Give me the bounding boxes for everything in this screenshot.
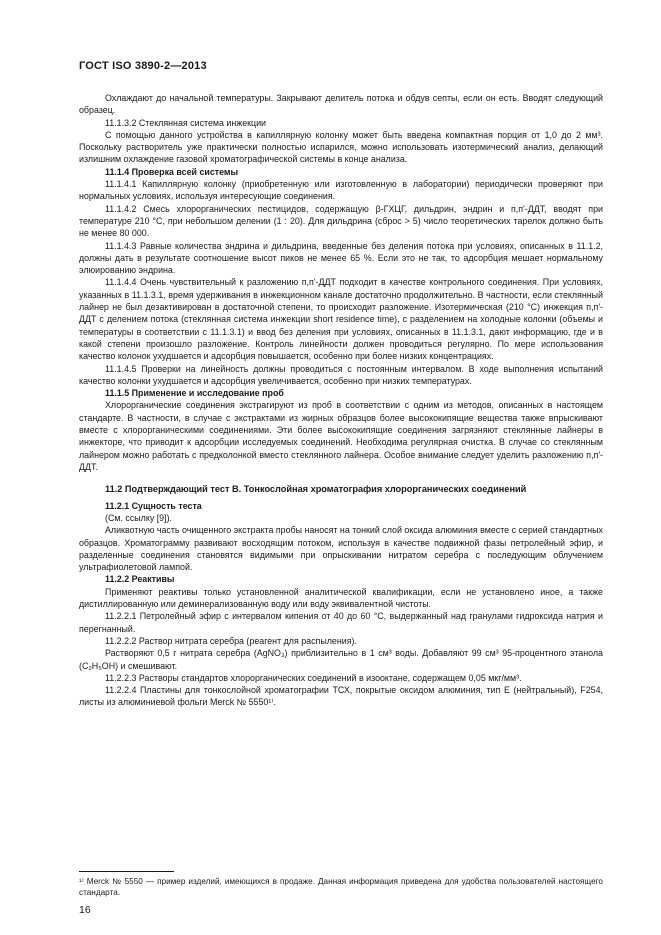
paragraph: 11.1.4.5 Проверки на линейность должны проводиться с постоянным интервалом. В ходе выполнения испытаний качество колонки ухудшается и адсорбция увеличивается, особенно при низких температурах. (79, 363, 603, 386)
document-header: ГОСТ ISO 3890-2—2013 (79, 60, 207, 72)
section-heading: 11.1.5 Применение и исследование проб (105, 388, 284, 399)
section-heading-major: 11.2 Подтверждающий тест В. Тонкослойная хроматография хлорорганических соединений (105, 484, 527, 495)
paragraph: 11.2.2.4 Пластины для тонкослойной хроматографии ТСХ, покрытые оксидом алюминия, тип Е (нейтральный), F254, листы из алюминиевой фольги Merck № 5550¹⁾. (79, 685, 603, 708)
paragraph: (См. ссылку [9]). (105, 513, 173, 523)
footnote-divider (79, 871, 174, 872)
paragraph: 11.1.4.1 Капиллярную колонку (приобретенную или изготовленную в лаборатории) периодически проверяют при нормальных условиях, используя интересующие соединения. (79, 179, 603, 202)
paragraph: Растворяют 0,5 г нитрата серебра (AgNO₃) приблизительно в 1 см³ воды. Добавляют 99 см³ 95-процентного этанола (C₂H₅OH) и смешивают. (79, 648, 603, 671)
paragraph: 11.2.2.1 Петролейный эфир с интервалом кипения от 40 до 60 °С, выдержанный над гранулами гидроксида натрия и перегнанный. (79, 611, 603, 634)
page-body (79, 92, 603, 709)
page-number: 16 (79, 904, 91, 916)
subsection-title: 11.1.3.2 Стеклянная система инжекции (105, 117, 267, 128)
paragraph: 11.1.4.2 Смесь хлорорганических пестицидов, содержащую β-ГХЦГ, дильдрин, эндрин и п,п'-ДДТ, вводят при температуре 210 °С, при небольшом делении (1 : 20). Для дильдрина (сброс > 5) число теоретических тарелок должно быть не менее 80 000. (79, 203, 603, 239)
paragraph: 11.2.2.2 Раствор нитрата серебра (реагент для распыления). (105, 635, 357, 646)
paragraph: Охлаждают до начальной температуры. Закрывают делитель потока и обдув септы, если он есть. Вводят следующий образец. (79, 93, 603, 116)
footnote: ¹⁾ Merck № 5550 — пример изделий, имеющихся в продаже. Данная информация приведена для удобства пользователей настоящего стандарта. (79, 877, 603, 897)
paragraph: Применяют реактивы только установленной аналитической квалификации, если не установлено иное, а также дистиллированную или деминерализованную воду или воду эквивалентной чистоты. (79, 586, 603, 610)
section-heading: 11.2.2 Реактивы (105, 574, 175, 585)
section-heading: 11.2.1 Сущность теста (105, 500, 202, 511)
paragraph: Хлорорганические соединения экстрагируют из проб в соответствии с одним из методов, описанных в настоящем стандарте. В частности, в случае с экстрактами из жирных образцов более высококипящие вещества также впрыскивают вместе с хлорорганическими соединениями. Эти более высококипящие соединения загрязняют стеклянные лайнеры в инжекторе, что приводит к адсорбции исследуемых соединений. Необходима регулярная очистка. В случае со стеклянным лайнером можно работать с предколонкой вместо стеклянного лайнера. Особое внимание следует уделить разложению п,п'-ДДТ. (79, 400, 603, 472)
paragraph: 11.1.4.3 Равные количества эндрина и дильдрина, введенные без деления потока при условиях, описанных в 11.1.2, должны дать в результате соотношение высот пиков не менее 65 %. Если это не так, то адсорбция мешает нормальному элюированию эндрина. (79, 240, 603, 276)
paragraph: Аликвотную часть очищенного экстракта пробы наносят на тонкий слой оксида алюминия вместе с серией стандартных образцов. Хроматограмму развивают восходящим потоком, используя в качестве подвижной фазы петролейный эфир, и разделенные соединения становятся видимыми при опрыскивании нитратом серебра с последующим облучением ультрафиолетовой лампой. (79, 525, 603, 573)
paragraph: С помощью данного устройства в капиллярную колонку может быть введена компактная порция от 1,0 до 2 мм³. Поскольку растворитель уже практически полностью испарился, можно использовать изотермический анализ, делающий излишним охлаждение газовой хроматографической системы в конце анализа. (79, 129, 603, 165)
paragraph: 11.1.4.4 Очень чувствительный к разложению п,п'-ДДТ подходит в качестве контрольного соединения. При условиях, указанных в 11.1.3.1, время удерживания в инжекционном канале достаточно продолжительно. В частности, если стеклянный лайнер не был дезактивирован в достаточной степени, то происходит разложение. Изотермическая (210 °С) инжекция п,п'-ДДТ с делением потока (стеклянная система инжекции short residence time), с разделением на холодные колонки (объемы и температуры в соответствии с 11.1.3.1) и ввод без деления при условиях, описанных в 11.1.3.1, дают информацию, где и в какой степени произошло разложение. Контроль линейности должен проводиться регулярно. По мере использования качество колонок ухудшается и адсорбция повышается, особенно при более низких концентрациях. (79, 277, 603, 362)
paragraph: 11.2.2.3 Растворы стандартов хлорорганических соединений в изооктане, содержащем 0,05 мкг/мм³. (105, 672, 522, 683)
section-heading: 11.1.4 Проверка всей системы (105, 166, 239, 177)
